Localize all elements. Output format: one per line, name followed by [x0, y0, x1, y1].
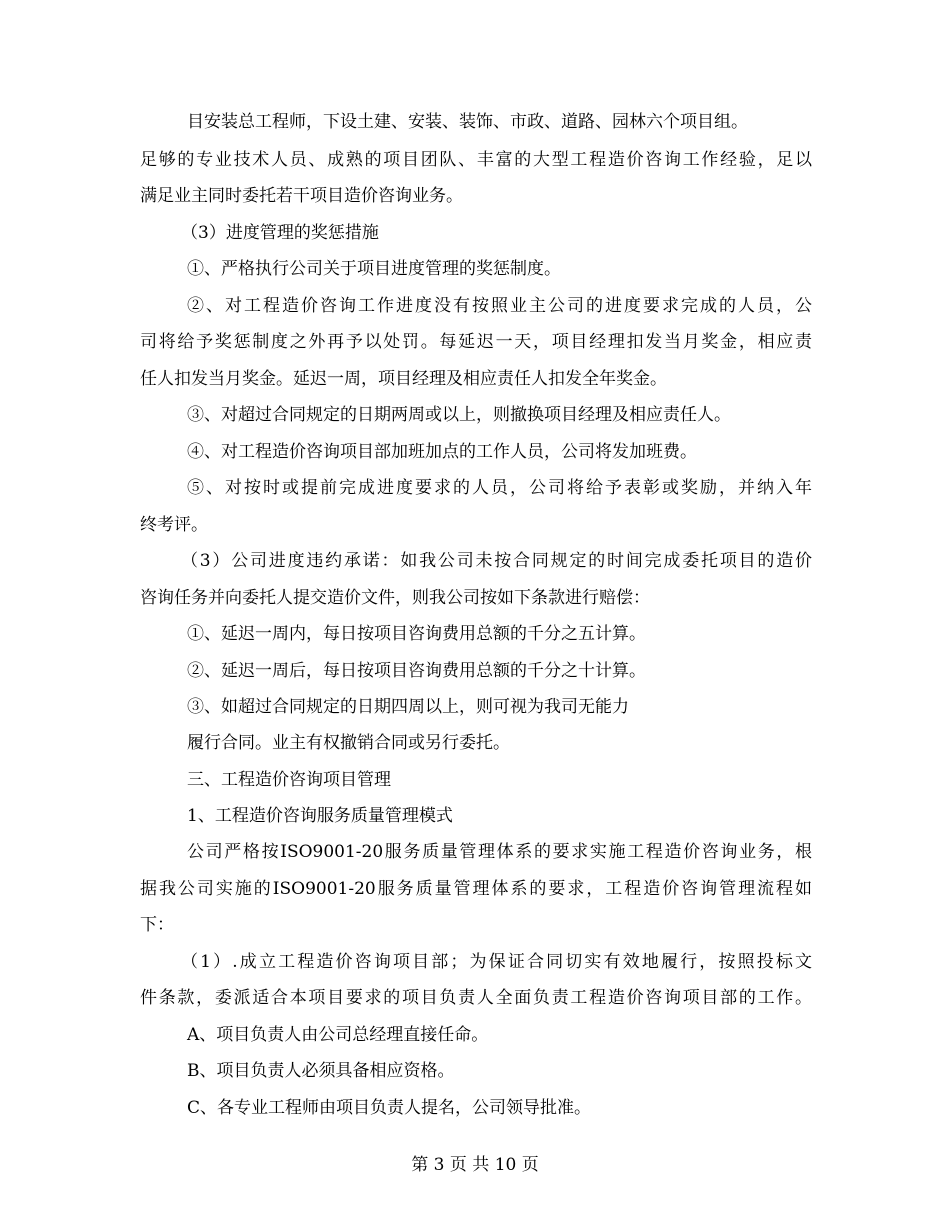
paragraph-line: （1）.成立工程造价咨询项目部；为保证合同切实有效地履行，按照投标文	[181, 952, 812, 972]
list-item: ①、延迟一周内，每日按项目咨询费用总额的千分之五计算。	[187, 624, 646, 644]
paragraph-line: 司将给予奖惩制度之外再予以处罚。每延迟一天，项目经理扣发当月奖金，相应责	[140, 332, 812, 352]
list-item: ④、对工程造价咨询项目部加班加点的工作人员，公司将发加班费。	[187, 442, 697, 462]
paragraph-line: （3）公司进度违约承诺：如我公司未按合同规定的时间完成委托项目的造价	[181, 551, 812, 571]
paragraph-line: 终考评。	[140, 515, 208, 535]
list-item: ②、延迟一周后，每日按项目咨询费用总额的千分之十计算。	[187, 661, 646, 681]
section-heading: 三、工程造价咨询项目管理	[187, 770, 391, 790]
paragraph-line: 下：	[140, 915, 174, 935]
paragraph-line: 目安装总工程师，下设土建、安装、装饰、市政、道路、园林六个项目组。	[187, 112, 748, 132]
list-item: ③、对超过合同规定的日期两周或以上，则撤换项目经理及相应责任人。	[187, 405, 731, 425]
paragraph-line: 据我公司实施的ISO9001-20服务质量管理体系的要求，工程造价咨询管理流程如	[140, 879, 812, 899]
paragraph-line: 件条款，委派适合本项目要求的项目负责人全面负责工程造价咨询项目部的工作。	[140, 988, 812, 1008]
list-item: ②、对工程造价咨询工作进度没有按照业主公司的进度要求完成的人员，公	[187, 296, 812, 316]
list-item: ⑤、对按时或提前完成进度要求的人员，公司将给予表彰或奖励，并纳入年	[187, 478, 812, 498]
list-item: C、各专业工程师由项目负责人提名，公司领导批准。	[187, 1098, 592, 1118]
subsection-heading: 1、工程造价咨询服务质量管理模式	[187, 806, 453, 826]
paragraph-line: 咨询任务并向委托人提交造价文件，则我公司按如下条款进行赔偿：	[140, 588, 650, 608]
paragraph-line: 履行合同。业主有权撤销合同或另行委托。	[187, 733, 510, 753]
page-number-footer: 第 3 页 共 10 页	[411, 1155, 539, 1175]
paragraph-line: 公司严格按ISO9001-20服务质量管理体系的要求实施工程造价咨询业务，根	[187, 842, 812, 862]
paragraph-line: 任人扣发当月奖金。延迟一周，项目经理及相应责任人扣发全年奖金。	[140, 369, 667, 389]
list-item: A、项目负责人由公司总经理直接任命。	[187, 1025, 489, 1045]
paragraph-line: 足够的专业技术人员、成熟的项目团队、丰富的大型工程造价咨询工作经验，足以	[140, 150, 812, 170]
section-heading: （3）进度管理的奖惩措施	[181, 223, 379, 243]
paragraph-line: 满足业主同时委托若干项目造价咨询业务。	[140, 186, 463, 206]
list-item: B、项目负责人必须具备相应资格。	[187, 1061, 455, 1081]
list-item: ①、严格执行公司关于项目进度管理的奖惩制度。	[187, 259, 561, 279]
list-item: ③、如超过合同规定的日期四周以上，则可视为我司无能力	[187, 697, 629, 717]
